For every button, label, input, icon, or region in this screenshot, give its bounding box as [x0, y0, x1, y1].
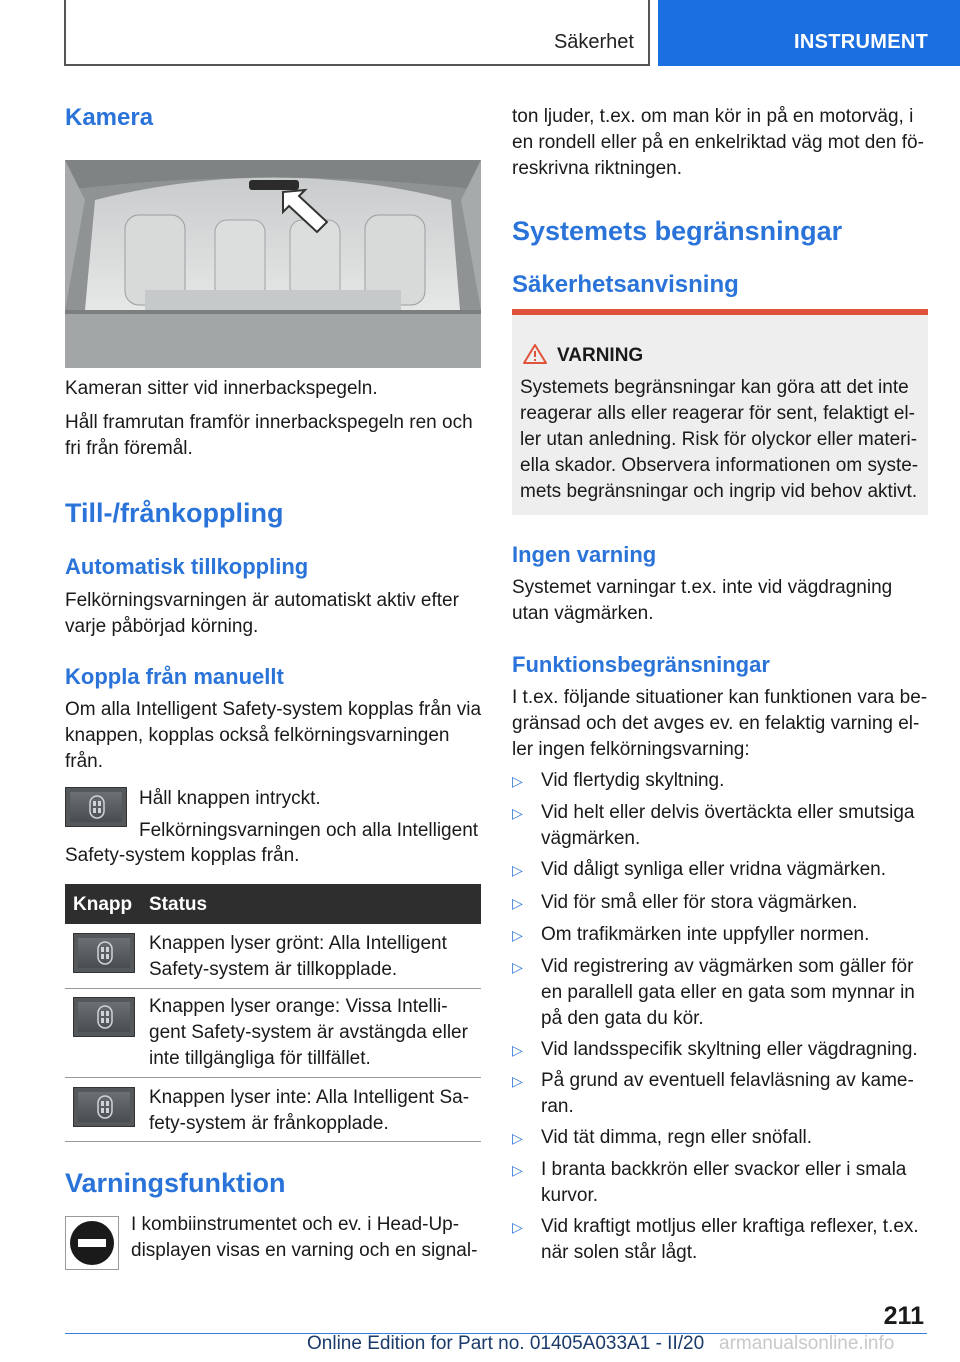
table-row-3-line-2: fety-system är frånkopplade. — [149, 1113, 389, 1134]
table-row-2-line-2: gent Safety-system är avstängda eller — [149, 1022, 468, 1043]
triangle-bullet-icon: ▷ — [512, 1130, 523, 1146]
bullet-line: Om trafikmärken inte uppfyller normen. — [541, 924, 870, 945]
table-row-2-line-3: inte tillgängliga för tillfället. — [149, 1048, 371, 1069]
camera-paragraph-2-line-2: fri från föremål. — [65, 438, 193, 459]
manual-line-2: knappen, kopplas också felkörningsvarningen — [65, 725, 450, 746]
table-divider — [65, 1141, 481, 1142]
limits-heading: Systemets begränsningar — [512, 216, 843, 246]
triangle-bullet-icon: ▷ — [512, 773, 523, 789]
warnfunc-heading: Varningsfunktion — [65, 1168, 286, 1198]
table-row-2-line-1: Knappen lyser orange: Vissa Intelli- — [149, 996, 448, 1017]
status-table-header — [65, 884, 481, 924]
triangle-bullet-icon: ▷ — [512, 862, 523, 878]
bullet-line: Vid landsspecifik skyltning eller vägdragning. — [541, 1039, 918, 1060]
warnfunc-line-2: displayen visas en varning och en signal- — [131, 1240, 478, 1261]
continued-line-1: ton ljuder, t.ex. om man kör in på en motorväg, i — [512, 106, 914, 127]
car-interior-illustration — [65, 160, 481, 368]
header-section-title: Säkerhet — [553, 31, 634, 53]
bullet-line: Vid för små eller för stora vägmärken. — [541, 892, 858, 913]
funclim-line-3: ler ingen felkörningsvarning: — [512, 739, 750, 760]
till-fran-heading: Till-/frånkoppling — [65, 498, 284, 528]
auto-line-2: varje påbörjad körning. — [65, 616, 259, 637]
warning-line-5: mets begränsningar och ingrip vid behov aktivt. — [520, 481, 918, 502]
no-entry-sign-icon — [65, 1216, 119, 1270]
table-col-button: Knapp — [73, 894, 133, 915]
funclim-heading: Funktionsbegränsningar — [512, 652, 770, 677]
hold-line-3: Safety-system kopplas från. — [65, 845, 300, 866]
camera-paragraph-1: Kameran sitter vid innerbackspegeln. — [65, 378, 378, 399]
hold-line-1: Håll knappen intryckt. — [139, 788, 321, 809]
warning-line-2: reagerar alls eller reagerar för sent, felaktigt el- — [520, 403, 915, 424]
triangle-bullet-icon: ▷ — [512, 959, 523, 975]
warning-text — [520, 375, 922, 505]
continued-line-2: en rondell eller på en enkelriktad väg mot den fö- — [512, 132, 924, 153]
warning-box — [512, 309, 928, 515]
camera-location-image — [65, 160, 481, 368]
bullet-line: Vid helt eller delvis övertäckta eller smutsiga — [541, 802, 915, 823]
bullet-line: ran. — [541, 1096, 574, 1117]
manual-line-3: från. — [65, 751, 104, 772]
warnfunc-line-1: I kombiinstrumentet och ev. i Head-Up- — [131, 1214, 460, 1235]
bullet-line: på den gata du kör. — [541, 1008, 704, 1029]
camera-heading: Kamera — [65, 104, 154, 131]
camera-paragraph-2-line-1: Håll framrutan framför innerbackspegeln ren och — [65, 412, 473, 433]
lane-departure-button-icon — [73, 997, 135, 1037]
triangle-bullet-icon: ▷ — [512, 927, 523, 943]
triangle-bullet-icon: ▷ — [512, 1073, 523, 1089]
bullet-line: Vid registrering av vägmärken som gäller för — [541, 956, 914, 977]
triangle-bullet-icon: ▷ — [512, 895, 523, 911]
bullet-line: vägmärken. — [541, 828, 641, 849]
continued-line-3: reskrivna riktningen. — [512, 158, 683, 179]
lane-departure-button-icon — [73, 933, 135, 973]
warning-line-1: Systemets begränsningar kan göra att det inte — [520, 377, 909, 398]
safety-heading: Säkerhetsanvisning — [512, 271, 739, 298]
bullet-line: I branta backkrön eller svackor eller i smala — [541, 1159, 907, 1180]
auto-heading: Automatisk tillkoppling — [65, 554, 309, 579]
lane-departure-button-icon — [65, 787, 127, 827]
table-row-1-line-1: Knappen lyser grönt: Alla Intelligent — [149, 933, 447, 954]
warning-line-4: ella skador. Observera informationen om syste- — [520, 455, 919, 476]
table-divider — [65, 988, 481, 989]
manual-heading: Koppla från manuellt — [65, 664, 284, 689]
triangle-bullet-icon: ▷ — [512, 1219, 523, 1235]
nowarn-line-1: Systemet varningar t.ex. inte vid vägdragning — [512, 577, 893, 598]
nowarn-line-2: utan vägmärken. — [512, 603, 654, 624]
table-row-3-line-1: Knappen lyser inte: Alla Intelligent Sa- — [149, 1087, 470, 1108]
nowarn-heading: Ingen varning — [512, 542, 657, 567]
warning-line-3: ler utan anledning. Risk för olyckor eller materi- — [520, 429, 918, 450]
header-chapter-tab — [658, 0, 960, 66]
bullet-line: På grund av eventuell felavläsning av kame- — [541, 1070, 914, 1091]
bullet-line: Vid dåligt synliga eller vridna vägmärken. — [541, 859, 886, 880]
bullet-line: en parallell gata eller en gata som mynnar in — [541, 982, 915, 1003]
bullet-line: när solen står lågt. — [541, 1242, 698, 1263]
lane-departure-button-icon — [73, 1087, 135, 1127]
header-section-tab — [64, 0, 650, 66]
warning-title: VARNING — [557, 345, 644, 366]
triangle-bullet-icon: ▷ — [512, 805, 523, 821]
header-chapter-title: INSTRUMENT — [794, 31, 929, 53]
bullet-line: kurvor. — [541, 1185, 599, 1206]
page-number: 211 — [883, 1302, 924, 1330]
table-col-status: Status — [149, 894, 208, 915]
watermark-text: armanualsonline.info — [719, 1333, 895, 1354]
bullet-line: Vid flertydig skyltning. — [541, 770, 725, 791]
table-divider — [65, 1077, 481, 1078]
triangle-bullet-icon: ▷ — [512, 1042, 523, 1058]
funclim-line-2: gränsad och det avges ev. en felaktig varning el- — [512, 713, 920, 734]
manual-line-1: Om alla Intelligent Safety-system kopplas från via — [65, 699, 482, 720]
table-row-1-line-2: Safety-system är tillkopplade. — [149, 959, 398, 980]
triangle-bullet-icon: ▷ — [512, 1162, 523, 1178]
footer-edition: Online Edition for Part no. 01405A033A1 - II/20 — [307, 1333, 705, 1354]
auto-line-1: Felkörningsvarningen är automatiskt aktiv efter — [65, 590, 459, 611]
warning-triangle-icon — [522, 343, 548, 370]
bullet-line: Vid tät dimma, regn eller snöfall. — [541, 1127, 813, 1148]
bullet-line: Vid kraftigt motljus eller kraftiga reflexer, t.ex. — [541, 1216, 919, 1237]
hold-line-2: Felkörningsvarningen och alla Intelligent — [139, 820, 479, 841]
funclim-line-1: I t.ex. följande situationer kan funktionen vara be- — [512, 687, 928, 708]
